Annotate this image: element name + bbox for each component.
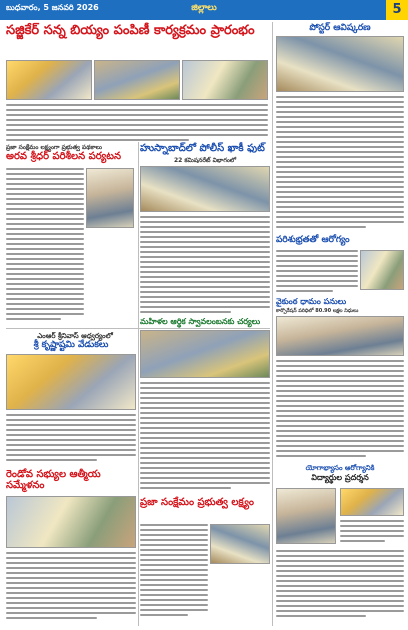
page-number: 5 <box>386 0 408 20</box>
left-section-photo <box>86 168 134 228</box>
right-col-subheadline-2: కార్పొరేషన్ పరిధిలో 80.90 లక్షల నిధులు <box>276 308 359 314</box>
right-col-body-text-2 <box>276 360 404 460</box>
center-strip-headline: మహిళల ఆర్థిక స్వావలంబనకు చర్యలు <box>140 317 261 326</box>
bottom-left-body-text <box>6 552 136 624</box>
lead-photo-2 <box>94 60 180 100</box>
bottom-mid-body-text <box>140 524 208 624</box>
bottom-right-photo-2 <box>340 488 404 516</box>
bottom-right-headline: విద్యార్థుల ప్రదర్శన <box>311 473 369 482</box>
right-col-body-text-1 <box>276 250 358 296</box>
mid-subheadline: 22 కమిషనరేట్ విభాగంలో <box>173 157 237 164</box>
bottom-left-photo <box>6 496 136 548</box>
top-right-body-text <box>276 96 404 232</box>
mid-photo <box>140 166 270 212</box>
right-col-headline-2: వైకుంఠ ధామం పనులు <box>276 297 347 306</box>
right-col-headline-1: పరిశుభ్రతతో ఆరోగ్యం <box>276 235 350 245</box>
bottom-right-photo <box>276 488 336 544</box>
right-col-photo-2 <box>276 316 404 356</box>
small-left-headline: శ్రీ కృష్ణాష్టమి వేడుకలు <box>33 340 109 350</box>
column-rule <box>272 22 273 626</box>
column-rule <box>138 142 139 626</box>
center-body-text <box>140 382 270 494</box>
left-section-subheadline: ప్రజా సంక్షేమం లక్ష్యంగా ప్రభుత్వ పథకాలు <box>6 144 102 151</box>
right-col-photo-1 <box>360 250 404 290</box>
top-right-photo <box>276 36 404 92</box>
lead-photo-3 <box>182 60 268 100</box>
lead-body-text <box>6 104 268 142</box>
center-photo <box>140 330 270 378</box>
bottom-mid-photo <box>210 524 270 564</box>
mid-body-text <box>140 216 270 314</box>
bottom-right-body-text <box>340 520 404 546</box>
section-masthead: జిల్లాలు <box>191 3 217 13</box>
small-left-body-text <box>6 414 136 466</box>
bottom-right-body-text-2 <box>276 550 404 624</box>
bottom-right-subheadline: యోగాభ్యాసం ఆరోగ్యానికి <box>305 464 375 472</box>
small-left-subheadline: ఎంఆర్ శ్రీనివాస్ ఆధ్వర్యంలో <box>37 332 113 340</box>
lead-headline: సజ్జికేర్ సన్న బియ్యం పంపిణీ కార్యక్రమం ప్రారంభం <box>6 23 255 38</box>
top-right-headline: పోస్టర్ ఆవిష్కరణ <box>309 23 371 33</box>
page-header <box>0 0 408 20</box>
mid-headline: హుస్నాబాద్‌లో పోలీస్ ఖాకీ ఫుట్ <box>140 143 265 154</box>
small-left-photo <box>6 354 136 410</box>
issue-date: బుధవారం, 5 జనవరి 2026 <box>6 3 99 12</box>
left-section-headline: అరవ శ్రీధర్ పరిశీలన పర్యటన <box>6 151 121 162</box>
bottom-mid-headline: ప్రజా సంక్షేమం ప్రభుత్వ లక్ష్యం <box>140 497 254 508</box>
left-section-body-text <box>6 168 84 324</box>
lead-photo-1 <box>6 60 92 100</box>
bottom-left-headline: రెండోవ సభ్యుల ఆత్మీయ సమ్మేళనం <box>6 469 101 491</box>
